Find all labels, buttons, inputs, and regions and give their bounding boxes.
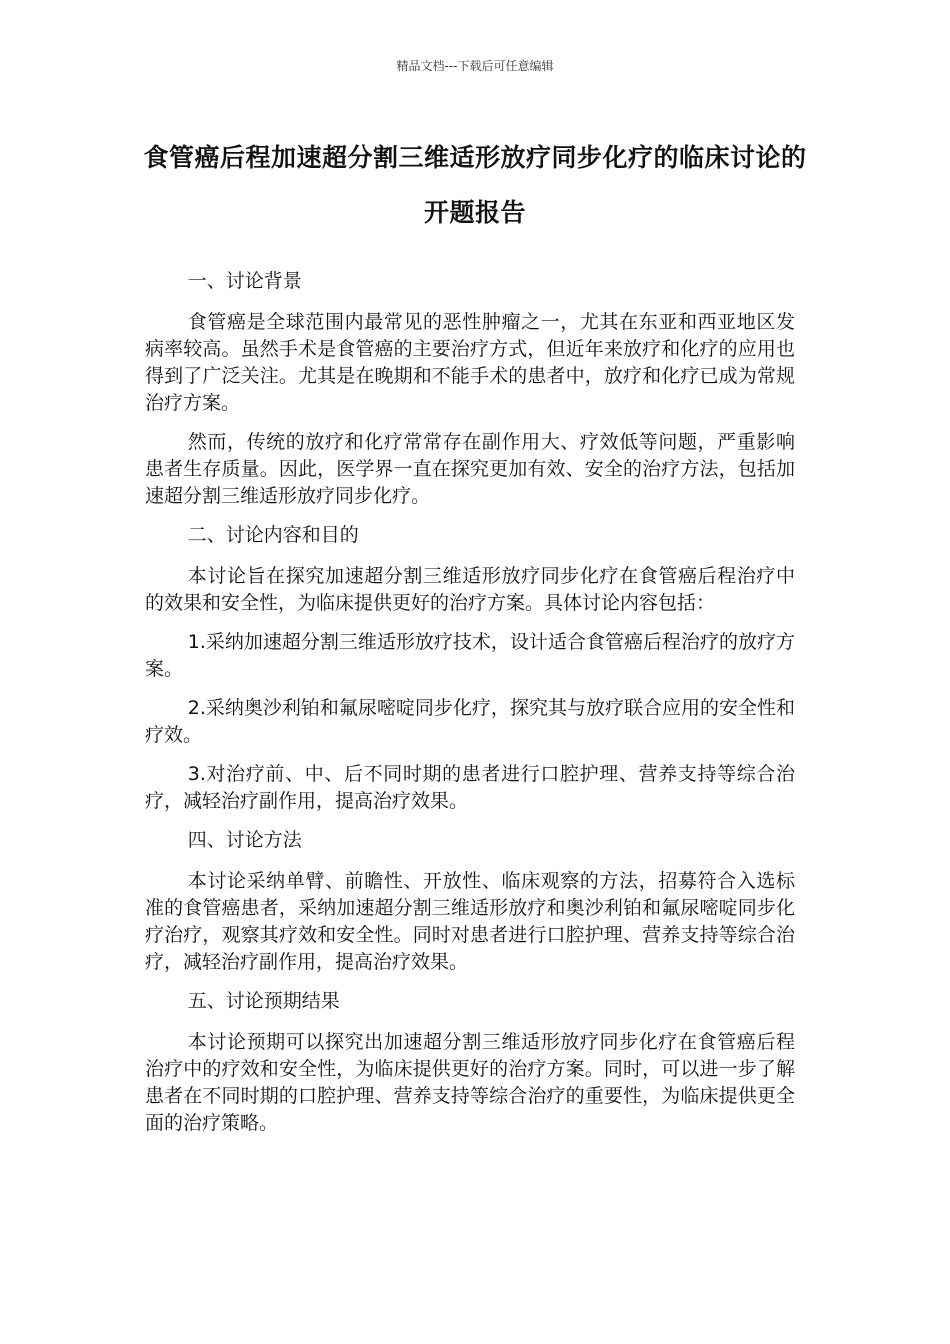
- list-item: 1.采纳加速超分割三维适形放疗技术，设计适合食管癌后程治疗的放疗方案。: [145, 631, 795, 680]
- paragraph: 食管癌是全球范围内最常见的恶性肿瘤之一，尤其在东亚和西亚地区发病率较高。虽然手术是食管癌的主要治疗方式，但近年来放疗和化疗的应用也得到了广泛关注。尤其是在晚期和不能手术的患者中，放疗和化疗已成为常规治疗方案。: [145, 311, 795, 414]
- section-heading-background: 一、讨论背景: [187, 270, 302, 292]
- section-heading-content-purpose: 二、讨论内容和目的: [187, 524, 359, 546]
- paragraph: 本讨论采纳单臂、前瞻性、开放性、临床观察的方法，招募符合入选标准的食管癌患者，采纳加速超分割三维适形放疗和奥沙利铂和氟尿嘧啶同步化疗治疗，观察其疗效和安全性。同时对患者进行口腔护理、营养支持等综合治疗，减轻治疗副作用，提高治疗效果。: [145, 870, 795, 973]
- list-item: 3.对治疗前、中、后不同时期的患者进行口腔护理、营养支持等综合治疗，减轻治疗副作用，提高治疗效果。: [145, 763, 795, 812]
- section-heading-expected-results: 五、讨论预期结果: [187, 990, 340, 1012]
- document-title: 食管癌后程加速超分割三维适形放疗同步化疗的临床讨论的开题报告: [143, 143, 807, 227]
- page-header-note: 精品文档---下载后可任意编辑: [396, 59, 554, 73]
- paragraph: 本讨论旨在探究加速超分割三维适形放疗同步化疗在食管癌后程治疗中的效果和安全性，为临床提供更好的治疗方案。具体讨论内容包括：: [145, 565, 795, 614]
- list-item: 2.采纳奥沙利铂和氟尿嘧啶同步化疗，探究其与放疗联合应用的安全性和疗效。: [145, 697, 795, 746]
- paragraph: 然而，传统的放疗和化疗常常存在副作用大、疗效低等问题，严重影响患者生存质量。因此，医学界一直在探究更加有效、安全的治疗方法，包括加速超分割三维适形放疗同步化疗。: [145, 431, 795, 507]
- section-heading-methods: 四、讨论方法: [187, 829, 302, 851]
- document-body: [145, 268, 795, 1149]
- paragraph: 本讨论预期可以探究出加速超分割三维适形放疗同步化疗在食管癌后程治疗中的疗效和安全性，为临床提供更好的治疗方案。同时，可以进一步了解患者在不同时期的口腔护理、营养支持等综合治疗的重要性，为临床提供更全面的治疗策略。: [145, 1031, 795, 1134]
